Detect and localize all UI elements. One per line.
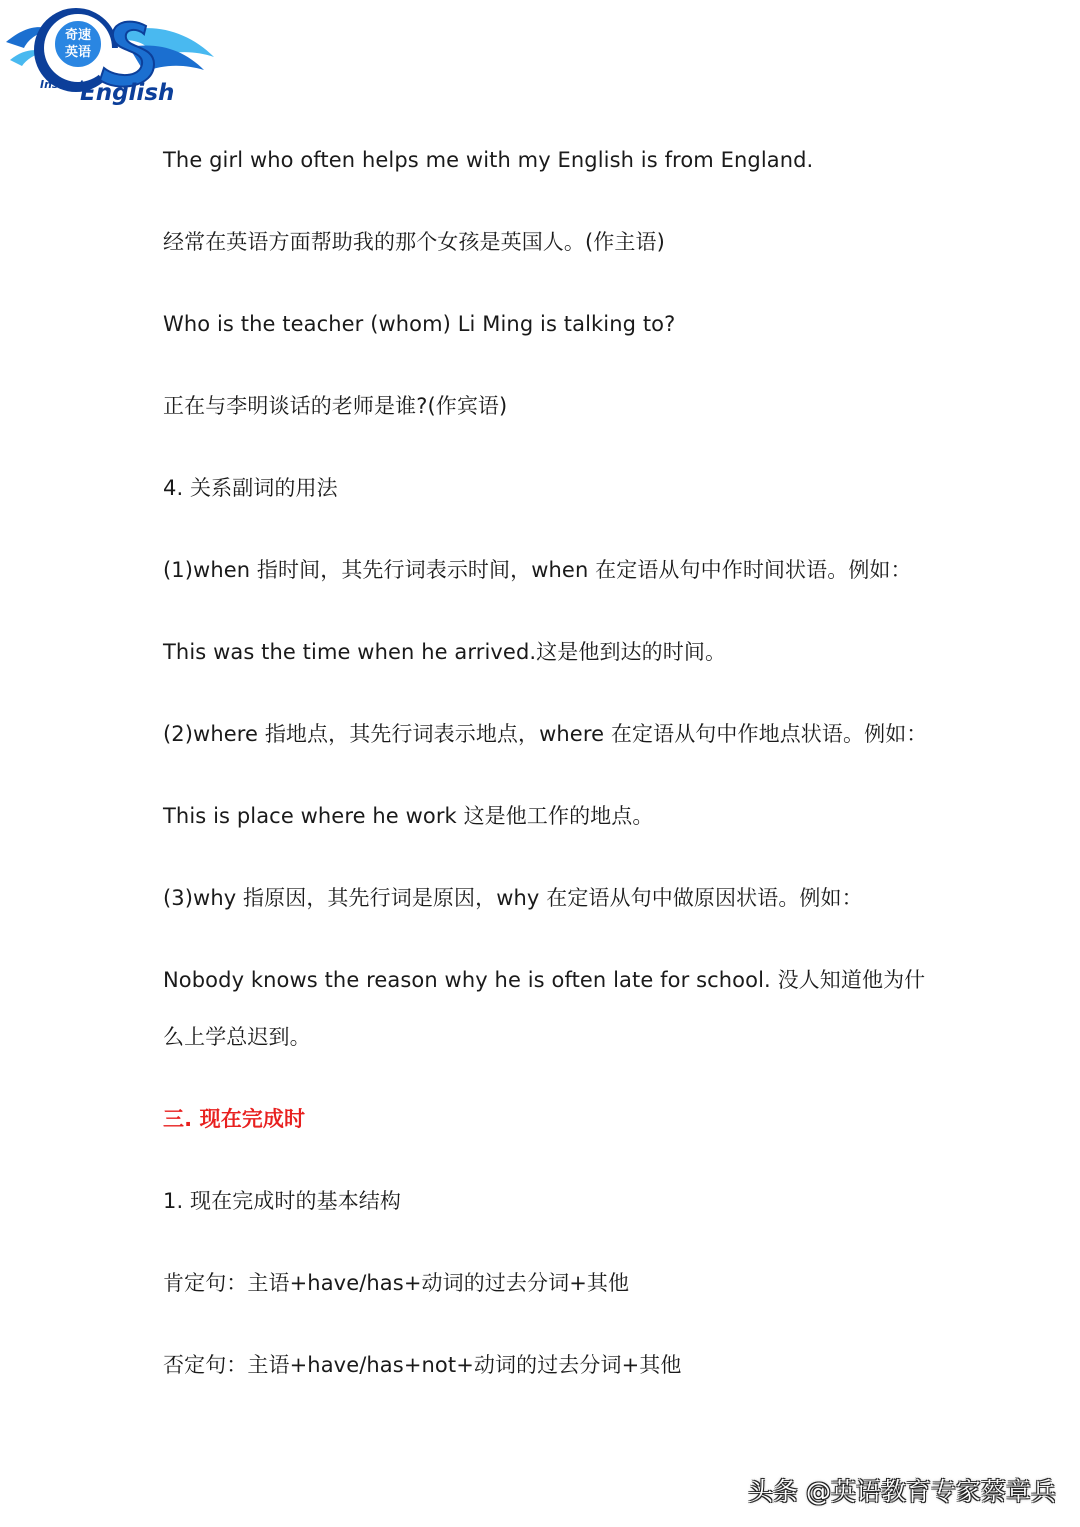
rule-when: (1)when 指时间，其先行词表示时间，when 在定语从句中作时间状语。例如： bbox=[163, 558, 912, 582]
structure-affirmative: 肯定句：主语+have/has+动词的过去分词+其他 bbox=[163, 1271, 630, 1295]
example-when: This was the time when he arrived.这是他到达的时间。 bbox=[163, 640, 727, 664]
watermark: 头条 @英语教育专家蔡章兵 bbox=[748, 1477, 1056, 1506]
example-sentence-zh-2: 正在与李明谈话的老师是谁?(作宾语) bbox=[163, 394, 508, 418]
example-sentence-en-1: The girl who often helps me with my English is from England. bbox=[163, 148, 814, 172]
subheading-relative-adverbs: 4. 关系副词的用法 bbox=[163, 476, 338, 500]
example-sentence-en-2: Who is the teacher (whom) Li Ming is talking to? bbox=[163, 312, 676, 336]
logo-badge-text-1: 奇速 bbox=[64, 28, 92, 43]
rule-where: (2)where 指地点，其先行词表示地点，where 在定语从句中作地点状语。例如： bbox=[163, 722, 928, 746]
logo-badge-text-2: 英语 bbox=[64, 45, 92, 60]
example-why-line-2: 么上学总迟到。 bbox=[163, 1025, 311, 1049]
rule-why: (3)why 指原因，其先行词是原因，why 在定语从句中做原因状语。例如： bbox=[163, 886, 863, 910]
instant-english-logo bbox=[4, 2, 219, 110]
structure-negative: 否定句：主语+have/has+not+动词的过去分词+其他 bbox=[163, 1353, 682, 1377]
example-where: This is place where he work 这是他工作的地点。 bbox=[163, 804, 654, 828]
example-why-line-1: Nobody knows the reason why he is often late for school. 没人知道他为什 bbox=[163, 968, 926, 992]
example-sentence-zh-1: 经常在英语方面帮助我的那个女孩是英国人。(作主语) bbox=[163, 230, 665, 254]
logo-brand-large: English bbox=[80, 80, 175, 106]
subheading-basic-structure: 1. 现在完成时的基本结构 bbox=[163, 1189, 402, 1213]
logo-brand-small: Instant bbox=[40, 78, 85, 91]
section-heading-present-perfect: 三. 现在完成时 bbox=[163, 1107, 306, 1131]
